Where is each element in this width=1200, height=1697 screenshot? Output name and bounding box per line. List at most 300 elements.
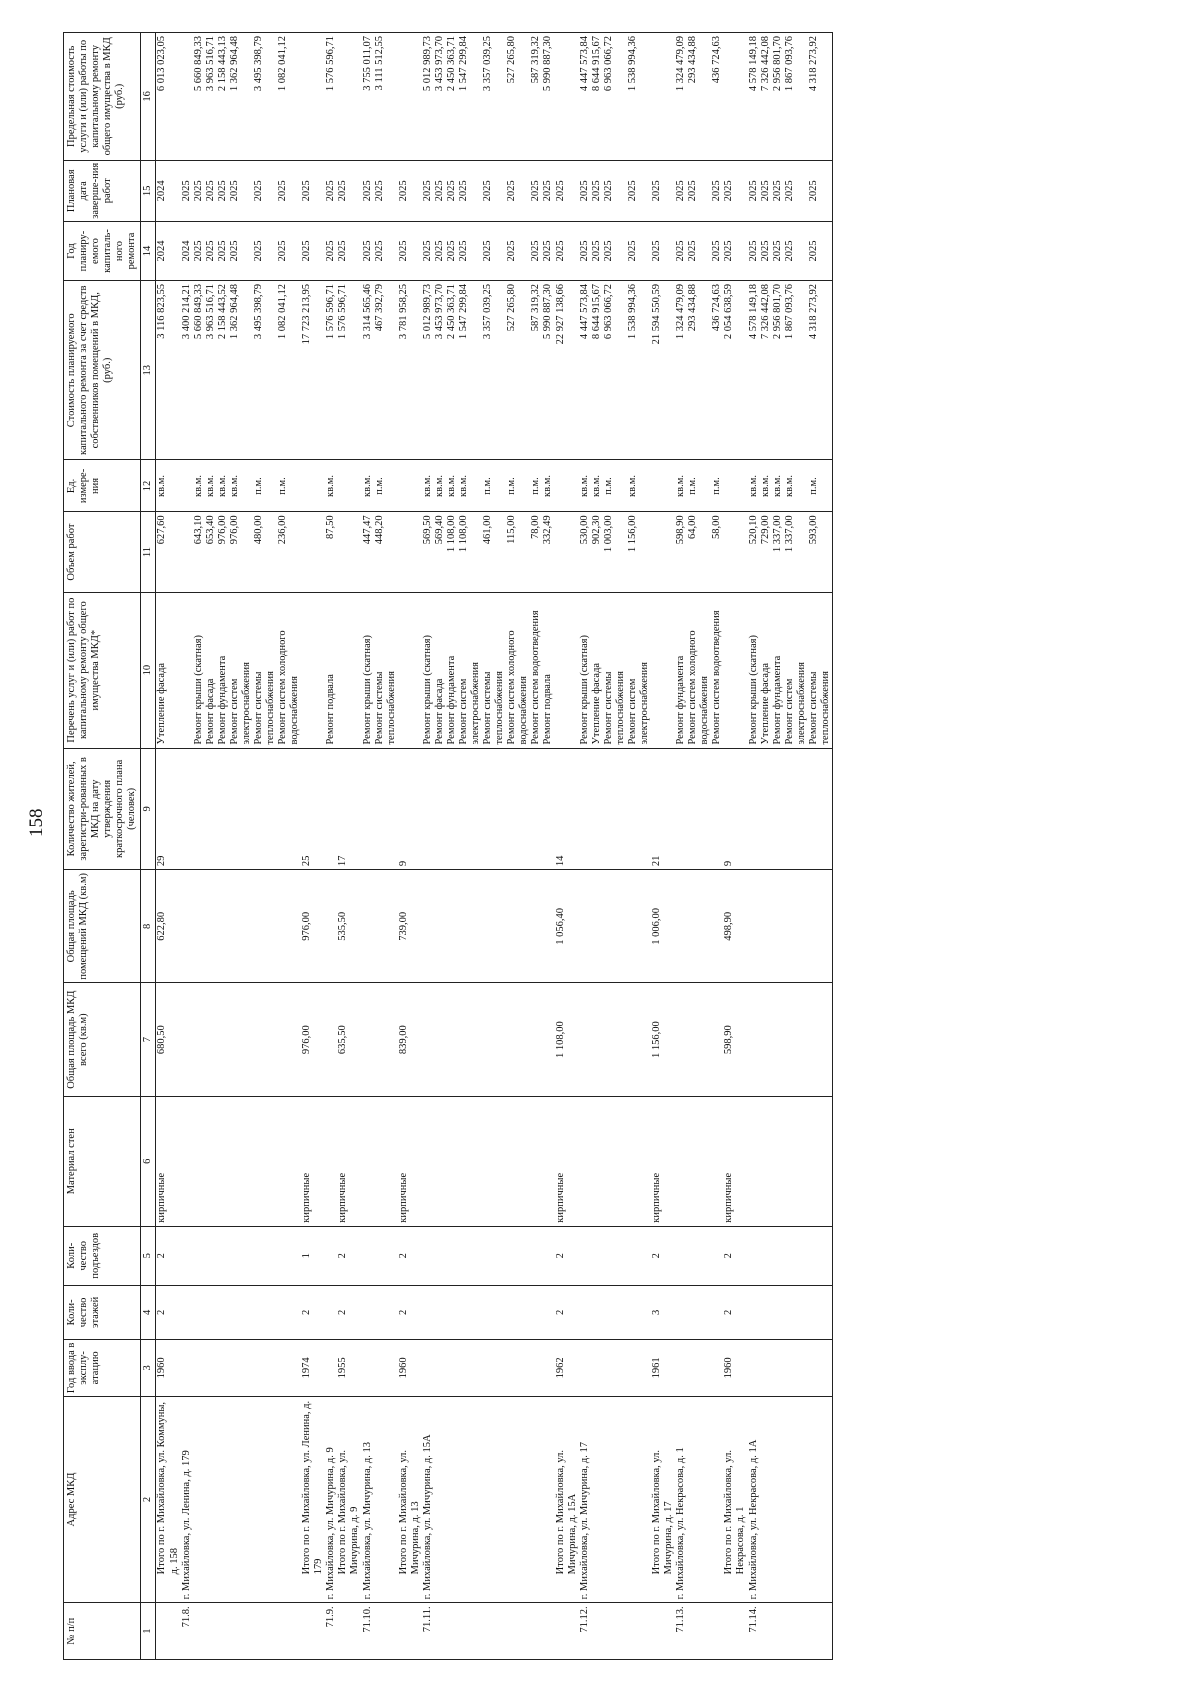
table-cell: 461,00 (482, 512, 506, 592)
table-cell (229, 748, 253, 870)
table-cell (374, 1285, 398, 1339)
table-cell: 527 265,80 (506, 33, 530, 161)
table-cell (808, 1396, 833, 1603)
column-header: Плановая дата заверше-ния работ (64, 160, 141, 221)
table-cell: Ремонт систем водоотведения (711, 592, 723, 748)
table-cell: 8 644 915,67 (591, 281, 603, 460)
table-cell: кв.м. (229, 460, 253, 512)
table-cell (723, 33, 747, 161)
table-cell (217, 1096, 229, 1226)
table-cell: 7 326 442,08 (760, 281, 772, 460)
table-cell (711, 1603, 723, 1660)
table-cell (591, 1603, 603, 1660)
table-cell: Ремонт крыши (скатная) (422, 592, 434, 748)
table-cell (711, 1226, 723, 1285)
table-cell: 520,10 (748, 512, 760, 592)
table-cell: 3 111 512,55 (374, 33, 398, 161)
table-cell: 71.14. (748, 1603, 760, 1660)
table-cell: 2025 (446, 160, 458, 221)
table-cell (482, 1285, 506, 1339)
table-cell (530, 748, 542, 870)
table-cell: 2 (398, 1226, 422, 1285)
table-cell: 1 576 596,71 (337, 281, 361, 460)
table-cell: 2025 (482, 160, 506, 221)
table-cell (277, 748, 301, 870)
table-cell: 976,00 (229, 512, 253, 592)
table-row (181, 33, 193, 1660)
table-cell: 2025 (579, 222, 591, 281)
table-cell (542, 748, 554, 870)
table-row (337, 33, 361, 1660)
table-cell: 2 (555, 1226, 579, 1285)
table-cell (181, 1285, 193, 1339)
table-cell: 2025 (229, 222, 253, 281)
table-cell (337, 592, 361, 748)
table-cell: п.м. (482, 460, 506, 512)
table-cell: 1960 (723, 1340, 747, 1397)
table-cell: 2025 (603, 222, 627, 281)
table-row (675, 33, 687, 1660)
table-cell (337, 1603, 361, 1660)
table-cell (362, 983, 374, 1096)
header-row (64, 33, 141, 1660)
table-cell: Итого по г. Михайловка, ул. Ленина, д. 179 (301, 1396, 325, 1603)
table-cell (627, 1396, 651, 1603)
table-cell: 1 156,00 (627, 512, 651, 592)
table-cell (482, 983, 506, 1096)
table-cell: 293 434,88 (687, 281, 711, 460)
table-cell: 2025 (687, 222, 711, 281)
table-cell: кв.м. (542, 460, 554, 512)
table-cell: г. Михайловка, ул. Некрасова, д. 1 (675, 1396, 687, 1603)
table-cell (579, 1096, 591, 1226)
table-cell (675, 1096, 687, 1226)
table-cell: 3 495 398,79 (253, 33, 277, 161)
table-cell (325, 870, 337, 983)
table-cell (482, 1340, 506, 1397)
table-cell: 2 158 443,13 (217, 33, 229, 161)
table-cell: 64,00 (687, 512, 711, 592)
table-cell: 6 013 023,05 (156, 33, 181, 161)
table-cell (772, 1340, 784, 1397)
table-cell: 2 (651, 1226, 675, 1285)
column-header: Коли-чество подъездов (64, 1226, 141, 1285)
table-cell: 1 108,00 (446, 512, 458, 592)
table-cell: 1 108,00 (555, 983, 579, 1096)
table-cell (784, 1603, 808, 1660)
table-cell: 7 326 442,08 (760, 33, 772, 161)
table-row (362, 33, 374, 1660)
table-cell (434, 1340, 446, 1397)
table-cell: кирпичные (723, 1096, 747, 1226)
table-cell (748, 1226, 760, 1285)
column-header: Год планиру-емого капиталь-ного ремонта (64, 222, 141, 281)
table-cell (542, 1603, 554, 1660)
table-cell: 2 956 801,70 (772, 33, 784, 161)
table-cell (711, 1096, 723, 1226)
column-header: Материал стен (64, 1096, 141, 1226)
table-cell: 6 963 066,72 (603, 281, 627, 460)
table-cell (253, 870, 277, 983)
column-header: Общая площадь помещений МКД (кв.м) (64, 870, 141, 983)
table-cell (675, 1285, 687, 1339)
table-cell (772, 748, 784, 870)
table-cell: 2025 (434, 160, 446, 221)
table-cell (530, 983, 542, 1096)
table-cell (446, 1603, 458, 1660)
table-cell: п.м. (374, 460, 398, 512)
table-cell: Утепление фасада (591, 592, 603, 748)
table-cell (458, 870, 482, 983)
table-cell: кв.м. (362, 460, 374, 512)
table-cell (760, 983, 772, 1096)
column-number: 7 (141, 983, 156, 1096)
table-cell (229, 1096, 253, 1226)
table-cell: Ремонт системы теплоснабжения (374, 592, 398, 748)
table-cell (723, 592, 747, 748)
table-cell (808, 1226, 833, 1285)
table-cell (808, 1603, 833, 1660)
table-cell: 2 (398, 1285, 422, 1339)
table-cell: 593,00 (808, 512, 833, 592)
table-cell: 115,00 (506, 512, 530, 592)
table-cell (217, 1226, 229, 1285)
column-number: 6 (141, 1096, 156, 1226)
table-cell: 2025 (374, 160, 398, 221)
table-cell: 2025 (253, 160, 277, 221)
table-cell: 332,49 (542, 512, 554, 592)
table-cell (530, 870, 542, 983)
table-cell: 2025 (301, 160, 325, 221)
table-cell (446, 1226, 458, 1285)
table-cell: г. Михайловка, ул. Ленина, д. 179 (181, 1396, 193, 1603)
table-cell (398, 460, 422, 512)
table-cell (627, 870, 651, 983)
table-row (627, 33, 651, 1660)
table-row (723, 33, 747, 1660)
table-cell (374, 983, 398, 1096)
table-cell: 2025 (579, 160, 591, 221)
table-cell (603, 1096, 627, 1226)
table-row (711, 33, 723, 1660)
table-cell: 2 450 363,71 (446, 281, 458, 460)
table-cell (325, 1285, 337, 1339)
table-cell: п.м. (687, 460, 711, 512)
table-cell (205, 1096, 217, 1226)
table-cell: Итого по г. Михайловка, ул. Некрасова, д. 1 (723, 1396, 747, 1603)
table-cell: 2 (156, 1226, 181, 1285)
table-cell (784, 983, 808, 1096)
table-cell: 2025 (181, 160, 193, 221)
table-cell: кв.м. (579, 460, 591, 512)
table-cell (748, 1285, 760, 1339)
table-cell: 2025 (542, 222, 554, 281)
column-number: 5 (141, 1226, 156, 1285)
table-cell (808, 870, 833, 983)
table-cell (687, 983, 711, 1096)
table-cell (362, 1340, 374, 1397)
table-cell (205, 1226, 217, 1285)
table-cell: 2025 (506, 222, 530, 281)
table-cell: 535,50 (337, 870, 361, 983)
table-cell: Ремонт систем водоотведения (530, 592, 542, 748)
table-cell (748, 1340, 760, 1397)
table-cell (193, 1396, 205, 1603)
table-cell: 9 (398, 748, 422, 870)
table-cell: г. Михайловка, ул. Некрасова, д. 1А (748, 1396, 760, 1603)
table-cell (277, 870, 301, 983)
table-cell: 2 (337, 1285, 361, 1339)
table-cell (205, 1603, 217, 1660)
table-cell: 1 324 479,09 (675, 33, 687, 161)
table-cell: 2025 (277, 160, 301, 221)
table-cell (530, 1340, 542, 1397)
table-header (64, 33, 156, 1660)
table-cell: 976,00 (301, 983, 325, 1096)
table-cell (542, 1396, 554, 1603)
table-cell (362, 1285, 374, 1339)
table-cell (229, 1603, 253, 1660)
table-cell (591, 1340, 603, 1397)
table-cell (277, 1285, 301, 1339)
table-cell: 569,40 (434, 512, 446, 592)
table-cell: 1 156,00 (651, 983, 675, 1096)
table-cell: 5 990 887,30 (542, 33, 554, 161)
table-cell (603, 1285, 627, 1339)
table-row (748, 33, 760, 1660)
table-cell (784, 1340, 808, 1397)
table-cell: Ремонт крыши (скатная) (362, 592, 374, 748)
table-cell (760, 1096, 772, 1226)
table-cell (675, 748, 687, 870)
table-cell (506, 1603, 530, 1660)
table-cell (181, 592, 193, 748)
table-cell: 4 578 149,18 (748, 281, 760, 460)
table-cell: кв.м. (434, 460, 446, 512)
table-cell (434, 1226, 446, 1285)
table-cell (229, 1396, 253, 1603)
table-cell (434, 748, 446, 870)
table-row (542, 33, 554, 1660)
table-cell: 2025 (277, 222, 301, 281)
table-cell: Утепление фасада (156, 592, 181, 748)
table-cell: Ремонт фасада (205, 592, 217, 748)
table-cell (181, 1340, 193, 1397)
table-cell (482, 870, 506, 983)
table-cell (458, 983, 482, 1096)
table-cell: 622,80 (156, 870, 181, 983)
table-cell (603, 748, 627, 870)
table-cell (808, 1340, 833, 1397)
table-cell (506, 1096, 530, 1226)
table-cell: Утепление фасада (760, 592, 772, 748)
table-cell (325, 983, 337, 1096)
table-cell: 3 963 516,71 (205, 33, 217, 161)
table-cell (193, 1226, 205, 1285)
table-cell: кв.м. (627, 460, 651, 512)
table-cell (398, 512, 422, 592)
table-cell: 598,90 (675, 512, 687, 592)
table-cell: 1 006,00 (651, 870, 675, 983)
table-cell (337, 33, 361, 161)
table-cell: Ремонт фундамента (772, 592, 784, 748)
table-cell (506, 870, 530, 983)
table-cell: кв.м. (217, 460, 229, 512)
table-cell: Ремонт систем холодного водоснабжения (277, 592, 301, 748)
table-cell (711, 748, 723, 870)
table-cell: 58,00 (711, 512, 723, 592)
table-cell: 2025 (482, 222, 506, 281)
table-cell: 2025 (591, 160, 603, 221)
table-cell: п.м. (530, 460, 542, 512)
table-cell: 2025 (374, 222, 398, 281)
table-cell (458, 1396, 482, 1603)
table-cell: 2025 (675, 222, 687, 281)
table-cell: 71.10. (362, 1603, 374, 1660)
table-row (193, 33, 205, 1660)
table-cell (627, 983, 651, 1096)
table-cell (784, 1285, 808, 1339)
table-cell: Ремонт крыши (скатная) (193, 592, 205, 748)
table-cell (277, 1226, 301, 1285)
table-cell (181, 460, 193, 512)
table-cell: 447,47 (362, 512, 374, 592)
table-row (651, 33, 675, 1660)
table-row (506, 33, 530, 1660)
column-number: 3 (141, 1340, 156, 1397)
table-cell (808, 1096, 833, 1226)
table-cell: 2025 (362, 222, 374, 281)
table-cell: кирпичные (398, 1096, 422, 1226)
table-cell (579, 1340, 591, 1397)
table-cell: 2025 (627, 222, 651, 281)
table-cell (687, 1226, 711, 1285)
table-cell (555, 460, 579, 512)
table-cell (542, 1096, 554, 1226)
table-cell: 2 (156, 1285, 181, 1339)
table-cell: 902,30 (591, 512, 603, 592)
table-cell: 2025 (748, 160, 760, 221)
table-cell (687, 870, 711, 983)
table-cell (760, 1396, 772, 1603)
table-cell (530, 1226, 542, 1285)
table-cell: 1 082 041,12 (277, 33, 301, 161)
table-cell (772, 870, 784, 983)
table-cell: п.м. (603, 460, 627, 512)
table-cell (229, 1226, 253, 1285)
table-cell (253, 1340, 277, 1397)
table-cell (253, 1603, 277, 1660)
table-row (156, 33, 181, 1660)
table-cell: 2025 (337, 222, 361, 281)
table-cell (760, 1285, 772, 1339)
table-cell (434, 983, 446, 1096)
table-cell (711, 983, 723, 1096)
table-cell (760, 748, 772, 870)
table-cell: 2025 (530, 160, 542, 221)
table-cell: п.м. (253, 460, 277, 512)
table-cell: 9 (723, 748, 747, 870)
table-cell (579, 748, 591, 870)
table-row (579, 33, 591, 1660)
table-row (591, 33, 603, 1660)
table-cell: 2025 (205, 160, 217, 221)
table-cell (482, 1226, 506, 1285)
table-cell (711, 870, 723, 983)
table-cell (542, 983, 554, 1096)
column-header: Общая площадь МКД всего (кв.м) (64, 983, 141, 1096)
table-cell: 4 578 149,18 (748, 33, 760, 161)
table-cell: 1 538 994,36 (627, 33, 651, 161)
table-cell: 3 314 565,46 (362, 281, 374, 460)
table-cell: 2025 (760, 160, 772, 221)
table-cell: 1955 (337, 1340, 361, 1397)
table-cell (446, 870, 458, 983)
table-row (374, 33, 398, 1660)
table-cell: 2025 (398, 160, 422, 221)
table-cell: 2 (301, 1285, 325, 1339)
table-cell: 1962 (555, 1340, 579, 1397)
table-cell (458, 1096, 482, 1226)
table-cell: 2 450 363,71 (446, 33, 458, 161)
table-cell (422, 1096, 434, 1226)
table-cell (603, 870, 627, 983)
table-cell: 2 (723, 1226, 747, 1285)
table-cell (422, 748, 434, 870)
table-cell (398, 1603, 422, 1660)
table-cell: кв.м. (422, 460, 434, 512)
table-cell (506, 1226, 530, 1285)
table-cell: 6 963 066,72 (603, 33, 627, 161)
table-cell (374, 1096, 398, 1226)
table-cell: 71.9. (325, 1603, 337, 1660)
column-header: Год ввода в эксплу-атацию (64, 1340, 141, 1397)
table-cell: 498,90 (723, 870, 747, 983)
table-cell (458, 1226, 482, 1285)
table-cell: 2025 (711, 222, 723, 281)
table-cell (217, 1396, 229, 1603)
table-cell (579, 1285, 591, 1339)
table-cell: п.м. (277, 460, 301, 512)
table-cell: 71.12. (579, 1603, 591, 1660)
table-cell (301, 592, 325, 748)
table-cell: Ремонт фундамента (446, 592, 458, 748)
table-cell (374, 748, 398, 870)
table-cell (506, 748, 530, 870)
table-cell (784, 1396, 808, 1603)
table-cell (362, 1096, 374, 1226)
table-cell: 236,00 (277, 512, 301, 592)
table-cell: 1 576 596,71 (325, 281, 337, 460)
table-cell: 87,50 (325, 512, 337, 592)
table-cell: Ремонт подвала (325, 592, 337, 748)
table-cell (422, 1226, 434, 1285)
table-cell: 2025 (542, 160, 554, 221)
table-cell: кв.м. (446, 460, 458, 512)
table-cell (603, 1603, 627, 1660)
table-cell (784, 870, 808, 983)
table-cell (374, 1396, 398, 1603)
table-cell: 22 927 138,66 (555, 281, 579, 460)
table-cell: Ремонт фасада (434, 592, 446, 748)
table-cell: 1 867 093,76 (784, 281, 808, 460)
table-cell: 2025 (555, 160, 579, 221)
table-cell (711, 1285, 723, 1339)
table-cell (675, 1226, 687, 1285)
table-cell: 2025 (217, 160, 229, 221)
column-number: 15 (141, 160, 156, 221)
table-cell (181, 748, 193, 870)
